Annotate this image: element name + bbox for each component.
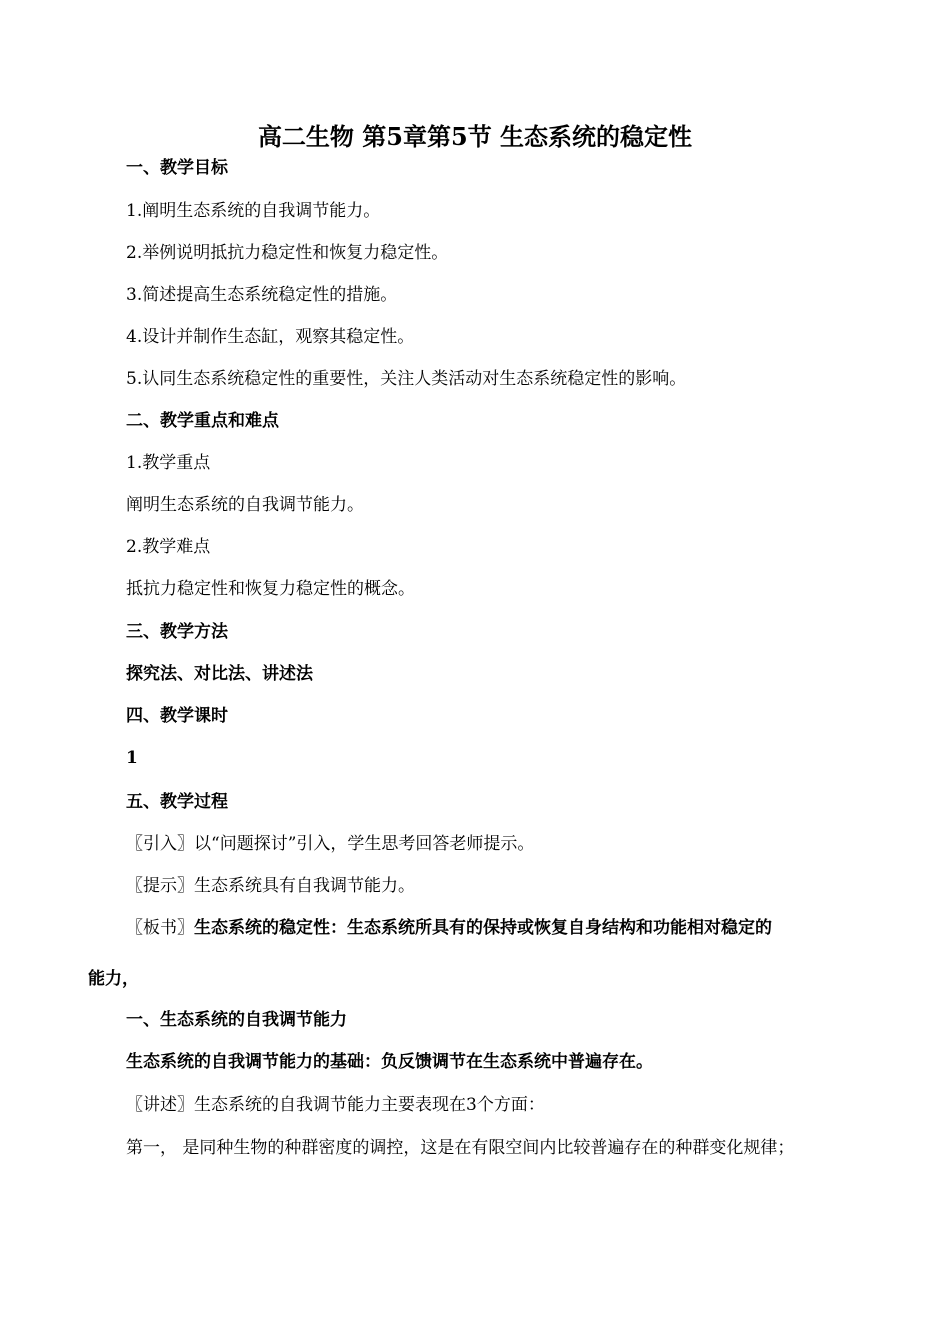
objective-item: 5.认同生态系统稳定性的重要性，关注人类活动对生态系统稳定性的影响。: [126, 369, 687, 389]
objective-item: 2.举例说明抵抗力稳定性和恢复力稳定性。: [126, 243, 449, 263]
paragraph-hint: 〖提示〗生态系统具有自我调节能力。: [126, 876, 415, 896]
section-heading-key-points: 二、教学重点和难点: [126, 411, 279, 431]
objective-item: 1.阐明生态系统的自我调节能力。: [126, 201, 381, 221]
board-prefix: 〖板书〗: [126, 918, 194, 938]
paragraph-basis: 生态系统的自我调节能力的基础：负反馈调节在生态系统中普遍存在。: [126, 1052, 653, 1072]
subheading-difficulty: 2.教学难点: [126, 537, 211, 557]
paragraph-intro: 〖引入〗以“问题探讨”引入，学生思考回答老师提示。: [126, 834, 535, 854]
methods-text: 探究法、对比法、讲述法: [126, 664, 313, 684]
section-heading-process: 五、教学过程: [126, 792, 228, 812]
objective-item: 3.简述提高生态系统稳定性的措施。: [126, 285, 398, 305]
paragraph-board: [126, 916, 772, 940]
paragraph: 阐明生态系统的自我调节能力。: [126, 495, 364, 515]
paragraph: 抵抗力稳定性和恢复力稳定性的概念。: [126, 579, 415, 599]
hours-value: 1: [126, 748, 138, 768]
section-heading-methods: 三、教学方法: [126, 622, 228, 642]
board-definition: 生态系统的稳定性：生态系统所具有的保持或恢复自身结构和功能相对稳定的: [194, 918, 772, 938]
paragraph-first-point: 第一， 是同种生物的种群密度的调控，这是在有限空间内比较普遍存在的种群变化规律；: [126, 1138, 795, 1158]
section-heading-hours: 四、教学课时: [126, 706, 228, 726]
subheading-key-point: 1.教学重点: [126, 453, 211, 473]
section-heading-self-regulation: 一、生态系统的自我调节能力: [126, 1010, 347, 1030]
objective-item: 4.设计并制作生态缸，观察其稳定性。: [126, 327, 415, 347]
paragraph-board-continuation: 能力，: [88, 969, 139, 989]
paragraph-lecture: 〖讲述〗生态系统的自我调节能力主要表现在3个方面：: [126, 1095, 545, 1115]
page-title: 高二生物 第5章第5节 生态系统的稳定性: [257, 122, 693, 151]
section-heading-objectives: 一、教学目标: [126, 158, 228, 178]
